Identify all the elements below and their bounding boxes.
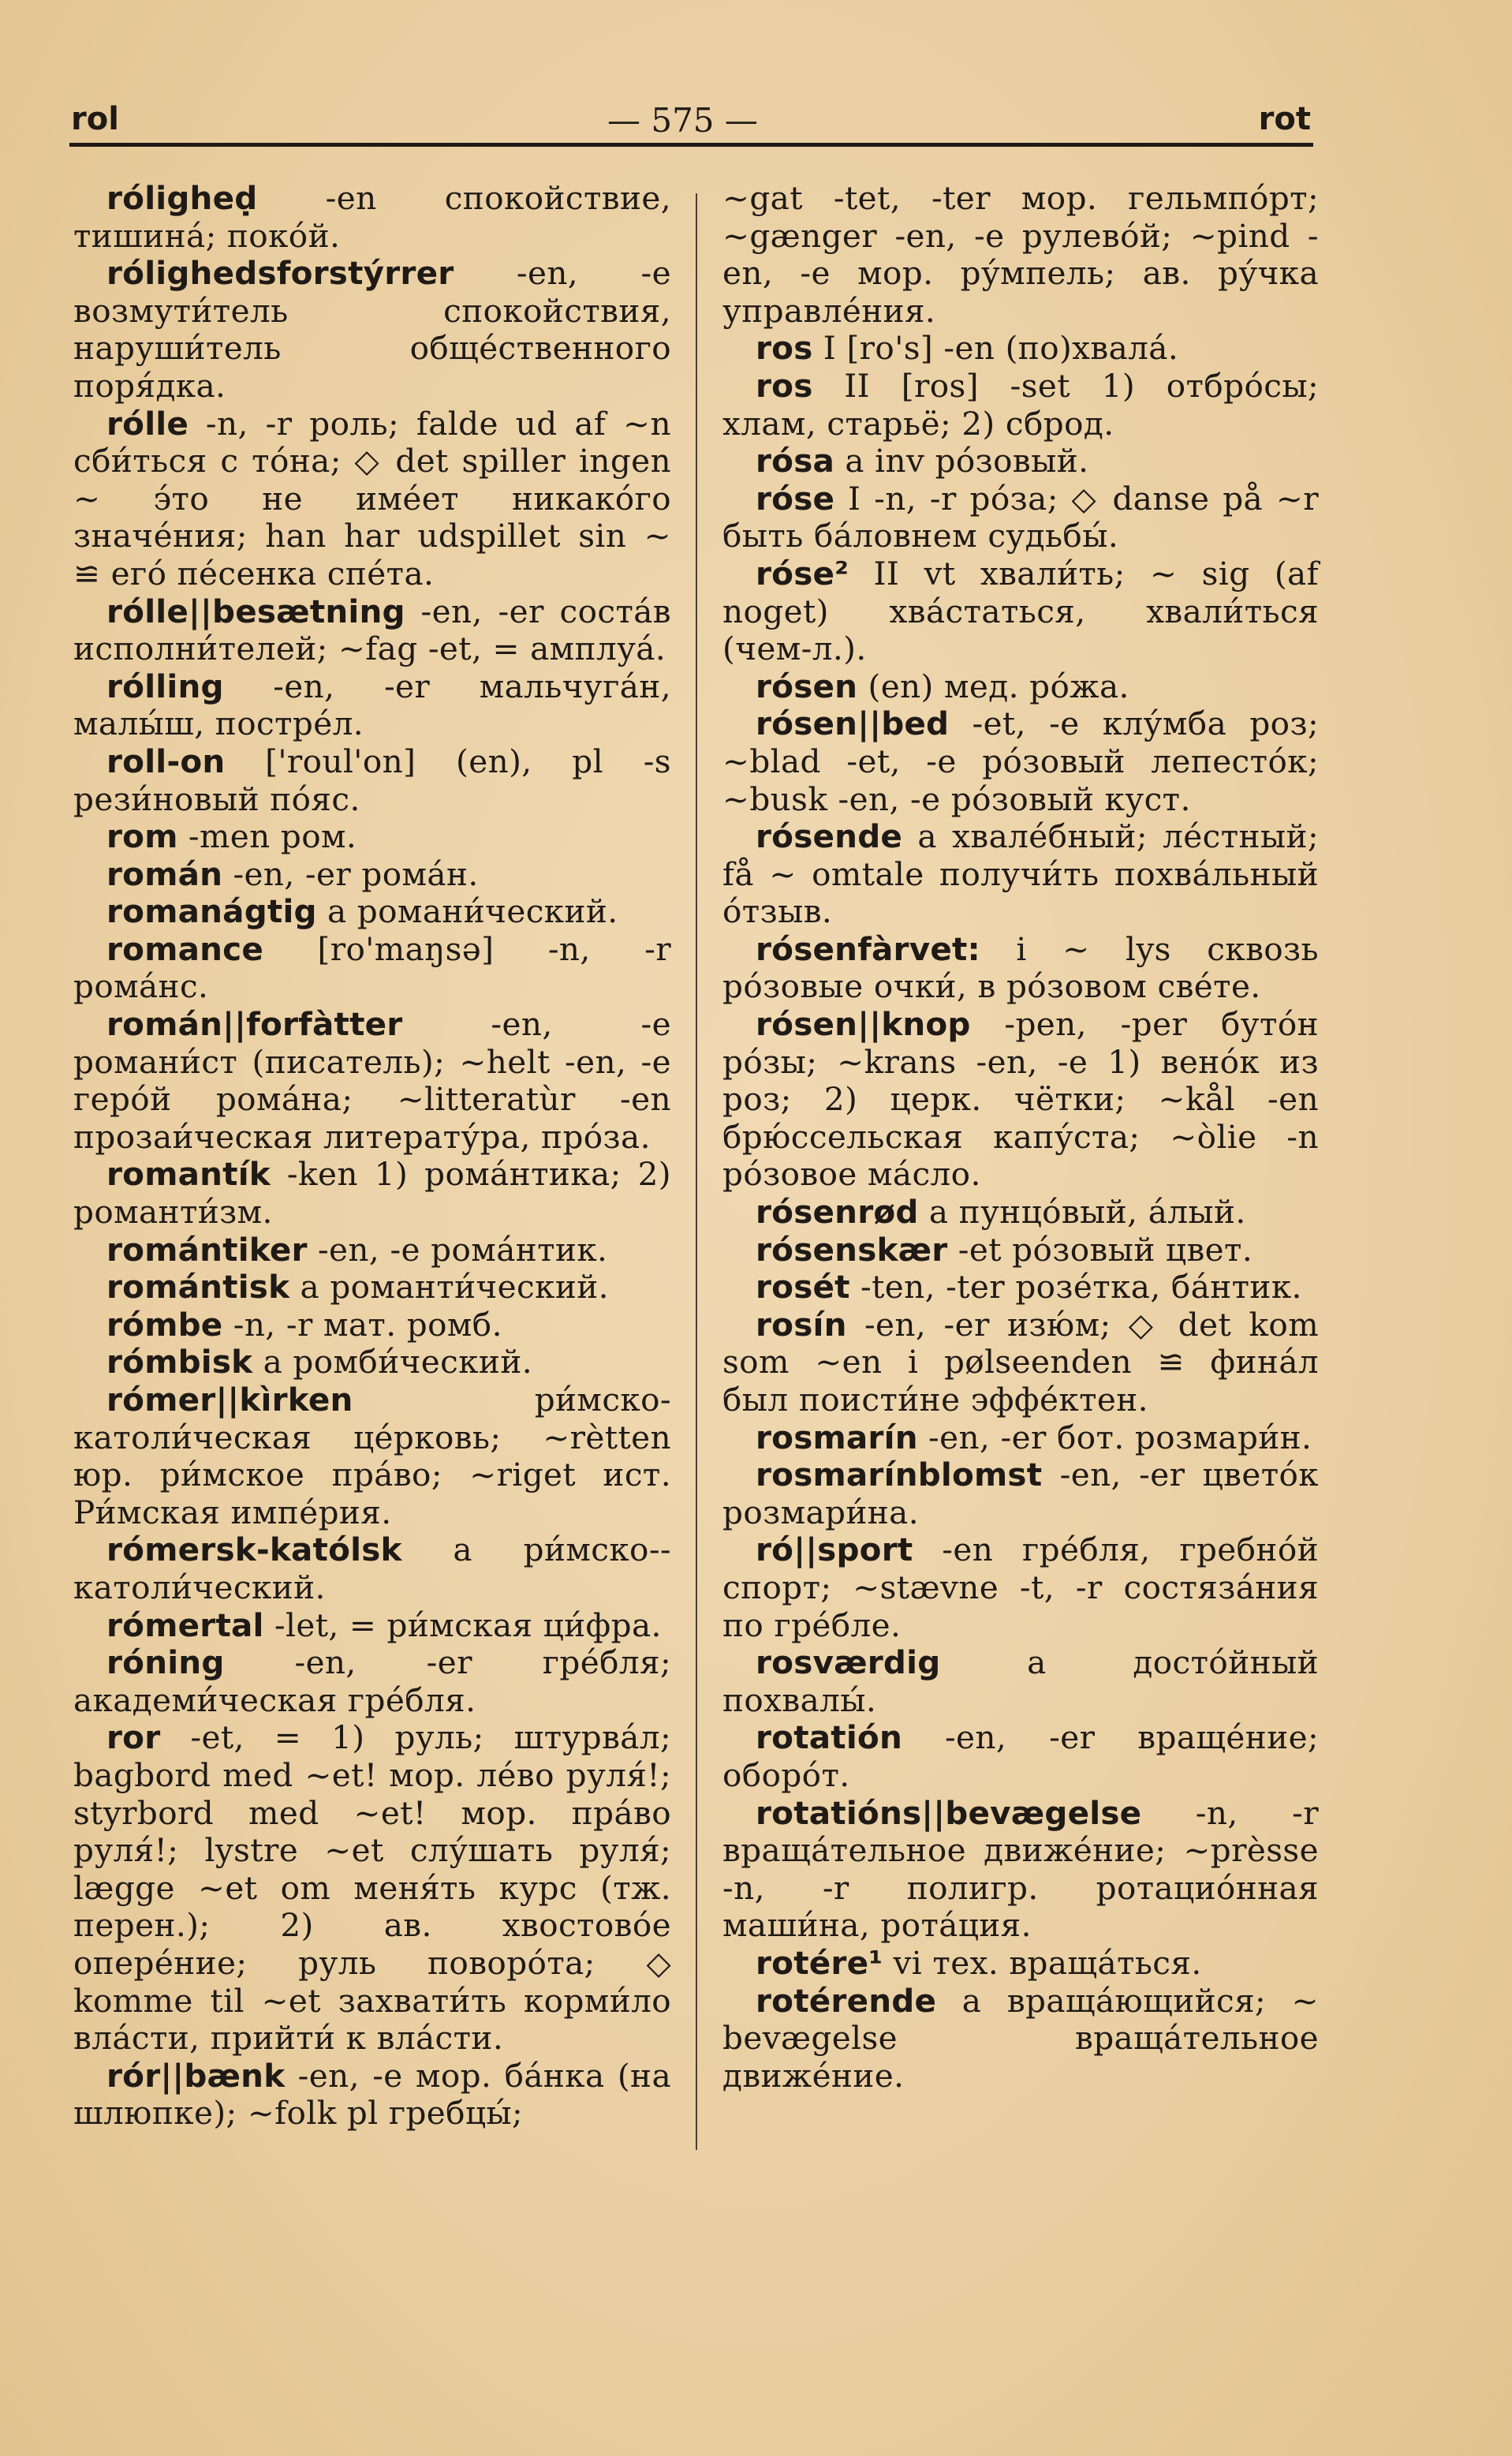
entry-text: -en, -e рома́нтик.: [307, 1230, 608, 1269]
dictionary-entry: [73, 1381, 671, 1531]
dictionary-entry: [722, 1945, 1319, 1983]
entry-headword: romantík: [106, 1155, 271, 1194]
entry-headword: róse: [756, 479, 835, 518]
entry-headword: rómersk-katólsk: [106, 1531, 402, 1569]
dictionary-entry: [73, 1006, 671, 1156]
entry-text: a романти́ческий.: [289, 1268, 609, 1307]
header-right-guide-word: rot: [1258, 101, 1311, 137]
dictionary-entry: [722, 1419, 1319, 1457]
dictionary-entry: [73, 743, 671, 818]
entry-text: -en, -e мор. ба́нка (на шлюпке); ~folk pl гребцы́;: [73, 2056, 671, 2133]
dictionary-entry: [73, 931, 671, 1006]
dictionary-entry: [73, 593, 671, 668]
entry-text: ['roul'on] (en), pl -s рези́новый по́яс.: [73, 742, 671, 818]
entry-text: a хвале́бный; ле́стный; få ~ omtale получи́ть похва́льный о́тзыв.: [722, 817, 1319, 931]
entry-text: -n, -r мат. ромб.: [222, 1305, 502, 1344]
dictionary-entry: [722, 1307, 1319, 1419]
dictionary-entry: [73, 1307, 671, 1344]
entry-headword: rosmarínblomst: [756, 1456, 1043, 1494]
dictionary-entry: [722, 480, 1319, 555]
dictionary-entry: [722, 705, 1319, 818]
dictionary-entry: [722, 1269, 1319, 1307]
entry-text: I [ro's] -en (по)хвала́.: [812, 329, 1179, 368]
entry-text: -en, -er рома́н.: [222, 854, 479, 893]
entry-text: -ken 1) рома́нтика; 2) романти́зм.: [73, 1155, 671, 1232]
dictionary-entry: [722, 1644, 1319, 1719]
entry-headword: roll-on: [106, 742, 226, 780]
dictionary-entry: [73, 406, 671, 593]
entry-text: -en, -er гре́бля; академи́ческая гре́бля.: [73, 1643, 671, 1719]
entry-headword: róse²: [756, 554, 849, 593]
entry-text: II [ros] -set 1) отбро́сы; хлам, старьё; 2) сброд.: [722, 366, 1319, 443]
entry-text: a романи́ческий.: [316, 892, 618, 931]
entry-text: -let, = ри́мская ци́фра.: [263, 1606, 662, 1644]
dictionary-entry: [722, 1194, 1319, 1232]
entry-headword: rósende: [756, 817, 903, 856]
dictionary-entry: [722, 818, 1319, 931]
dictionary-entry: [722, 1983, 1319, 2095]
entry-text: ~gat -tet, -ter мор. гельмпо́рт; ~gænger -en, -e рулево́й; ~pind -en, -e мор. ру́мпель; ав. ру́чка управле́ния.: [722, 179, 1319, 330]
entry-headword: román||forfàtter: [106, 1005, 403, 1044]
entry-headword: romántiker: [106, 1230, 308, 1269]
entry-text: -en, -er цвето́к розмари́на.: [722, 1456, 1319, 1531]
entry-headword: rólighedsforstýrrer: [106, 254, 454, 293]
entry-headword: rólling: [106, 667, 224, 705]
right-column: [722, 180, 1319, 2095]
entry-headword: rotére¹: [756, 1943, 883, 1982]
entry-text: -en, -e возмути́тель спокойствия, наруши́тель обще́ственного поря́дка.: [73, 254, 671, 405]
entry-text: a враща́ющийся; ~ bevægelse враща́тельное движе́ние.: [722, 1981, 1319, 2095]
entry-text: -en, -er враще́ние; оборо́т.: [722, 1718, 1319, 1794]
entry-text: -et, = 1) руль; штурва́л; bagbord med ~et! мор. ле́во руля́!; styrbord med ~et! мор. пра́во руля́!; lystre ~et слу́шать руля́; lægge ~et om меня́ть курс (тж. перен.); 2) ав. хвостово́е опере́ние; руль поворо́та; ◇ komme til ~et захвати́ть корми́ло вла́сти, прийти́ к вла́сти.: [73, 1718, 671, 2058]
entry-headword: rósenfàrvet:: [756, 929, 980, 968]
entry-text: -en, -e романи́ст (писатель); ~helt -en, -e геро́й рома́на; ~litteratùr -en прозаи́ческая литерату́ра, про́за.: [73, 1005, 671, 1156]
dictionary-entry: [722, 330, 1319, 368]
entry-headword: ros: [756, 329, 813, 368]
entry-headword: rosværdig: [756, 1643, 941, 1682]
entry-headword: rotatión: [756, 1718, 902, 1757]
dictionary-entry: [722, 555, 1319, 668]
dictionary-entry: [73, 1232, 671, 1269]
entry-text: -pen, -per буто́н ро́зы; ~krans -en, -e 1) вено́к из роз; 2) церк. чётки; ~kål -en брю́ссельская капу́ста; ~òlie -n ро́зовое ма́сло.: [722, 1005, 1319, 1194]
dictionary-entry: [73, 893, 671, 931]
dictionary-entry: [722, 931, 1319, 1006]
entry-text: -en, -er соста́в исполни́телей; ~fag -et, = амплуа́.: [73, 592, 671, 668]
entry-headword: rósen: [756, 667, 858, 705]
entry-text: II vt хвали́ть; ~ sig (af noget) хва́статься, хвали́ться (чем-л.).: [722, 554, 1319, 668]
dictionary-entry: [73, 1607, 671, 1645]
entry-headword: rósa: [756, 442, 835, 480]
entry-text: [ro'maŋsə] -n, -r рома́нс.: [73, 929, 671, 1006]
entry-headword: rósen||knop: [756, 1005, 971, 1044]
entry-headword: rosmarín: [756, 1418, 918, 1456]
entry-headword: rósen||bed: [756, 705, 950, 743]
dictionary-entry: [722, 368, 1319, 443]
entry-headword: rósenrød: [756, 1193, 919, 1232]
entry-headword: rómbe: [106, 1305, 223, 1344]
dictionary-entry: [73, 668, 671, 743]
dictionary-entry: [722, 443, 1319, 480]
entry-text: -ten, -ter розе́тка, ба́нтик.: [849, 1268, 1302, 1307]
dictionary-entry: [73, 255, 671, 405]
entry-headword: romance: [106, 929, 264, 968]
dictionary-entry: [73, 1156, 671, 1231]
dictionary-entry: [722, 668, 1319, 706]
entry-text: a досто́йный похвалы́.: [722, 1643, 1319, 1719]
entry-headword: rór||bænk: [106, 2056, 286, 2095]
column-divider: [696, 193, 697, 2150]
entry-text: i ~ lys сквозь ро́зовые очки́, в ро́зовом све́те.: [722, 929, 1319, 1006]
entry-headword: rómer||kìrken: [106, 1381, 353, 1419]
dictionary-entry: [722, 1795, 1319, 1945]
entry-headword: rólle: [106, 404, 189, 443]
entry-headword: rósenskær: [756, 1230, 948, 1269]
entry-headword: rómertal: [106, 1606, 264, 1644]
dictionary-entry: [722, 1456, 1319, 1531]
left-column: [73, 180, 671, 2133]
entry-text: a пунцо́вый, а́лый.: [918, 1193, 1246, 1232]
entry-headword: rotérende: [756, 1981, 937, 2020]
entry-headword: rom: [106, 817, 178, 856]
dictionary-entry: [73, 1719, 671, 2057]
dictionary-entry: [722, 1719, 1319, 1794]
entry-text: -n, -r роль; falde ud af ~n сби́ться с то́на; ◇ det spiller ingen ~ э́то не име́ет никако́го значе́ния; han har udspillet sin ~ ≌ его́ пе́сенка спе́та.: [73, 404, 671, 593]
dictionary-entry: [73, 1531, 671, 1606]
entry-headword: romántisk: [106, 1268, 290, 1307]
dictionary-entry-continued: [722, 180, 1319, 330]
entry-text: vi тех. враща́ться.: [883, 1943, 1202, 1982]
entry-headword: román: [106, 854, 223, 893]
entry-headword: ros: [756, 366, 813, 405]
dictionary-entry: [722, 1232, 1319, 1269]
entry-headword: róligheḍ: [106, 179, 258, 217]
entry-headword: rólle||besætning: [106, 592, 405, 630]
entry-text: (en) мед. ро́жа.: [857, 667, 1129, 705]
entry-headword: rotatións||bevægelse: [756, 1793, 1142, 1832]
page-header: [71, 95, 1311, 142]
dictionary-entry: [722, 1531, 1319, 1644]
entry-text: -men ром.: [177, 817, 357, 856]
entry-headword: romanágtig: [106, 892, 317, 931]
entry-text: -en, -er мальчуга́н, малы́ш, постре́л.: [73, 667, 671, 743]
entry-text: -et ро́зовый цвет.: [947, 1230, 1253, 1269]
dictionary-entry: [73, 1269, 671, 1307]
entry-text: ри́мско-католи́ческая це́рковь; ~rètten юр. ри́мское пра́во; ~riget ист. Ри́мская импе́рия.: [73, 1381, 671, 1531]
entry-text: -en спокойствие, тишина́; поко́й.: [73, 179, 671, 255]
entry-headword: rosín: [756, 1305, 847, 1344]
dictionary-entry: [73, 818, 671, 856]
entry-text: a ромби́ческий.: [252, 1343, 532, 1381]
entry-text: a inv ро́зовый.: [834, 442, 1089, 480]
entry-text: -en, -er изю́м; ◇ det kom som ~en i pølseenden ≌ фина́л был поисти́не эффе́ктен.: [722, 1305, 1319, 1419]
entry-headword: rosét: [756, 1268, 850, 1307]
header-left-guide-word: rol: [71, 101, 119, 137]
entry-text: -n, -r враща́тельное движе́ние; ~prèsse -n, -r полигр. ротацио́нная маши́на, рота́ция.: [722, 1793, 1319, 1945]
entry-text: I -n, -r ро́за; ◇ danse på ~r быть ба́ловнем судьбы́.: [722, 479, 1319, 555]
dictionary-entry: [73, 856, 671, 894]
dictionary-entry: [73, 1644, 671, 1719]
dictionary-entry: [722, 1006, 1319, 1194]
dictionary-entry: [73, 180, 671, 255]
entry-headword: róning: [106, 1643, 225, 1682]
entry-text: a ри́мско--католи́ческий.: [73, 1531, 671, 1606]
entry-headword: rómbisk: [106, 1343, 253, 1381]
dictionary-entry: [73, 1344, 671, 1381]
page-number: — 575 —: [607, 101, 758, 140]
entry-text: -et, -e клу́мба роз; ~blad -et, -e ро́зовый лепесто́к; ~busk -en, -e ро́зовый куст.: [722, 705, 1319, 818]
entry-text: -en гре́бля, гребно́й спорт; ~stævne -t, -r состяза́ния по гре́бле.: [722, 1531, 1319, 1644]
entry-text: -en, -er бот. розмари́н.: [917, 1418, 1312, 1456]
header-rule: [69, 143, 1313, 147]
entry-headword: ror: [106, 1718, 161, 1757]
dictionary-entry: [73, 2058, 671, 2133]
entry-headword: ró||sport: [756, 1531, 913, 1569]
